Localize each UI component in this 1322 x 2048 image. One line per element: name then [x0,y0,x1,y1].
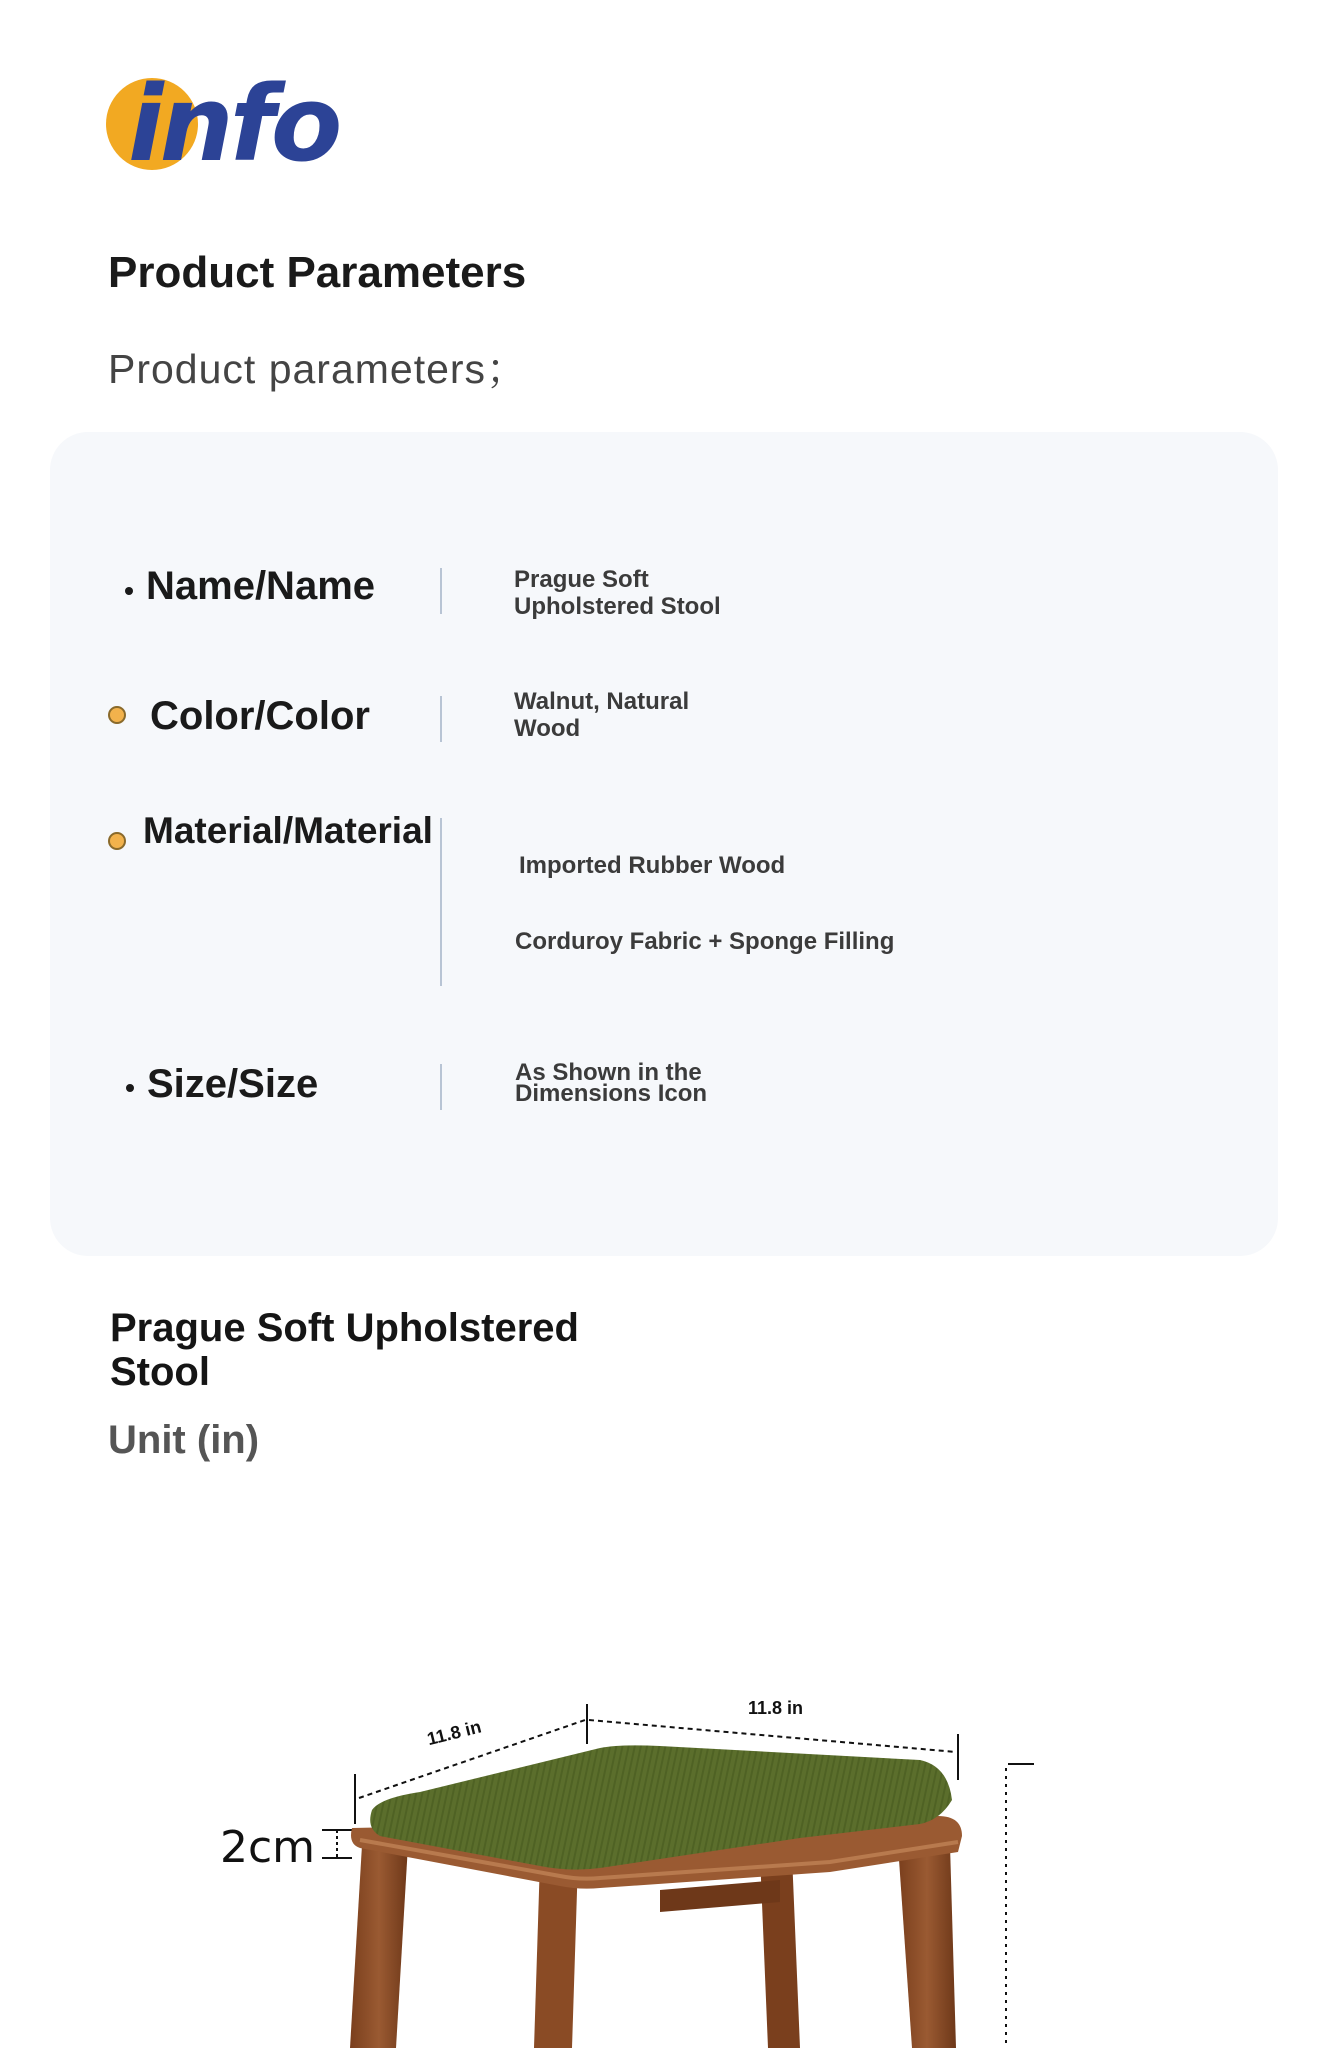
bullet-icon [108,706,126,724]
bullet-icon [126,1084,134,1092]
brand-logo [106,63,339,185]
divider [440,696,442,742]
page-subtitle: Product parameters； [108,346,529,392]
param-label-material: Material/Material [143,810,433,851]
dimension-label-right: 11.8 in [748,1698,804,1718]
param-value-size-line2: Dimensions Icon [515,1080,708,1107]
param-value-size-line1: As Shown in the [515,1059,702,1086]
divider [440,818,442,986]
param-value-name-line1: Prague Soft [514,566,649,593]
product-name-line1: Prague Soft Upholstered [110,1306,579,1350]
param-label-size: Size/Size [147,1062,319,1106]
product-name-line2: Stool [110,1350,210,1394]
bullet-icon [125,587,133,595]
unit-label: Unit (in) [108,1418,260,1462]
param-value-name-line2: Upholstered Stool [514,593,721,620]
stool-illustration [350,1745,962,2048]
param-value-color-line2: Wood [514,715,581,742]
divider [440,568,442,614]
dimension-label-left: 11.8 in [425,1716,484,1750]
dimension-label-cushion: 2cm [220,1822,316,1873]
param-value-material-2: Corduroy Fabric + Sponge Filling [515,928,895,955]
param-value-color-line1: Walnut, Natural [514,688,690,715]
bullet-icon [108,832,126,850]
param-label-color: Color/Color [150,694,370,738]
product-name [110,1306,579,1394]
stool-dimension-diagram [0,1640,1322,2048]
page-title: Product Parameters [108,248,527,297]
divider [440,1064,442,1110]
param-label-name: Name/Name [146,564,376,608]
param-value-material-1: Imported Rubber Wood [519,852,786,879]
logo-text: info [128,63,339,185]
